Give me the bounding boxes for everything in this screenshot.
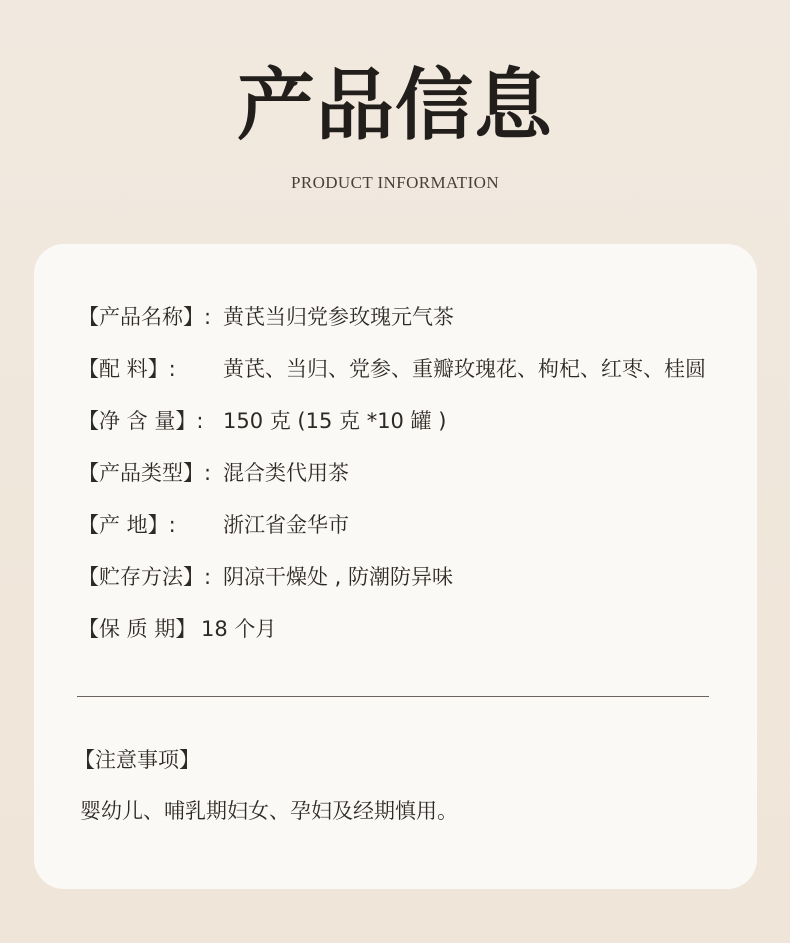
info-label: 【贮存方法】: [78,565,212,589]
info-row-product-type [78,455,349,489]
info-row-storage [78,559,453,593]
info-label: 【保 质 期】 [78,617,197,641]
page-subtitle: PRODUCT INFORMATION [290,173,499,192]
info-label: 【净 含 量】: [78,409,204,433]
product-info-card [34,244,757,889]
info-row-shelf-life [78,611,276,645]
page-title: 产品信息 [236,60,553,151]
info-label: 【产品类型】: [78,461,212,485]
info-value: 浙江省金华市 [223,513,349,537]
info-label: 【配 料】: [78,357,176,381]
info-row-ingredients [78,351,706,385]
info-row-net-weight [78,403,446,437]
info-value: 150 克 (15 克 *10 罐 ) [223,409,447,433]
info-value: 黄芪当归党参玫瑰元气茶 [223,305,454,329]
info-value: 阴凉干燥处 , 防潮防异味 [223,565,454,589]
info-row-origin [78,507,349,541]
section-divider [77,696,709,697]
info-row-product-name [78,299,454,333]
info-label: 【产品名称】: [78,305,212,329]
info-value: 18 个月 [201,617,277,641]
info-label: 【产 地】: [78,513,176,537]
notice-title: 【注意事项】 [74,748,200,772]
info-value: 黄芪、当归、党参、重瓣玫瑰花、枸杞、红枣、桂圆 [223,357,706,381]
notice-text: 婴幼儿、哺乳期妇女、孕妇及经期慎用。 [80,799,458,823]
info-value: 混合类代用茶 [223,461,349,485]
